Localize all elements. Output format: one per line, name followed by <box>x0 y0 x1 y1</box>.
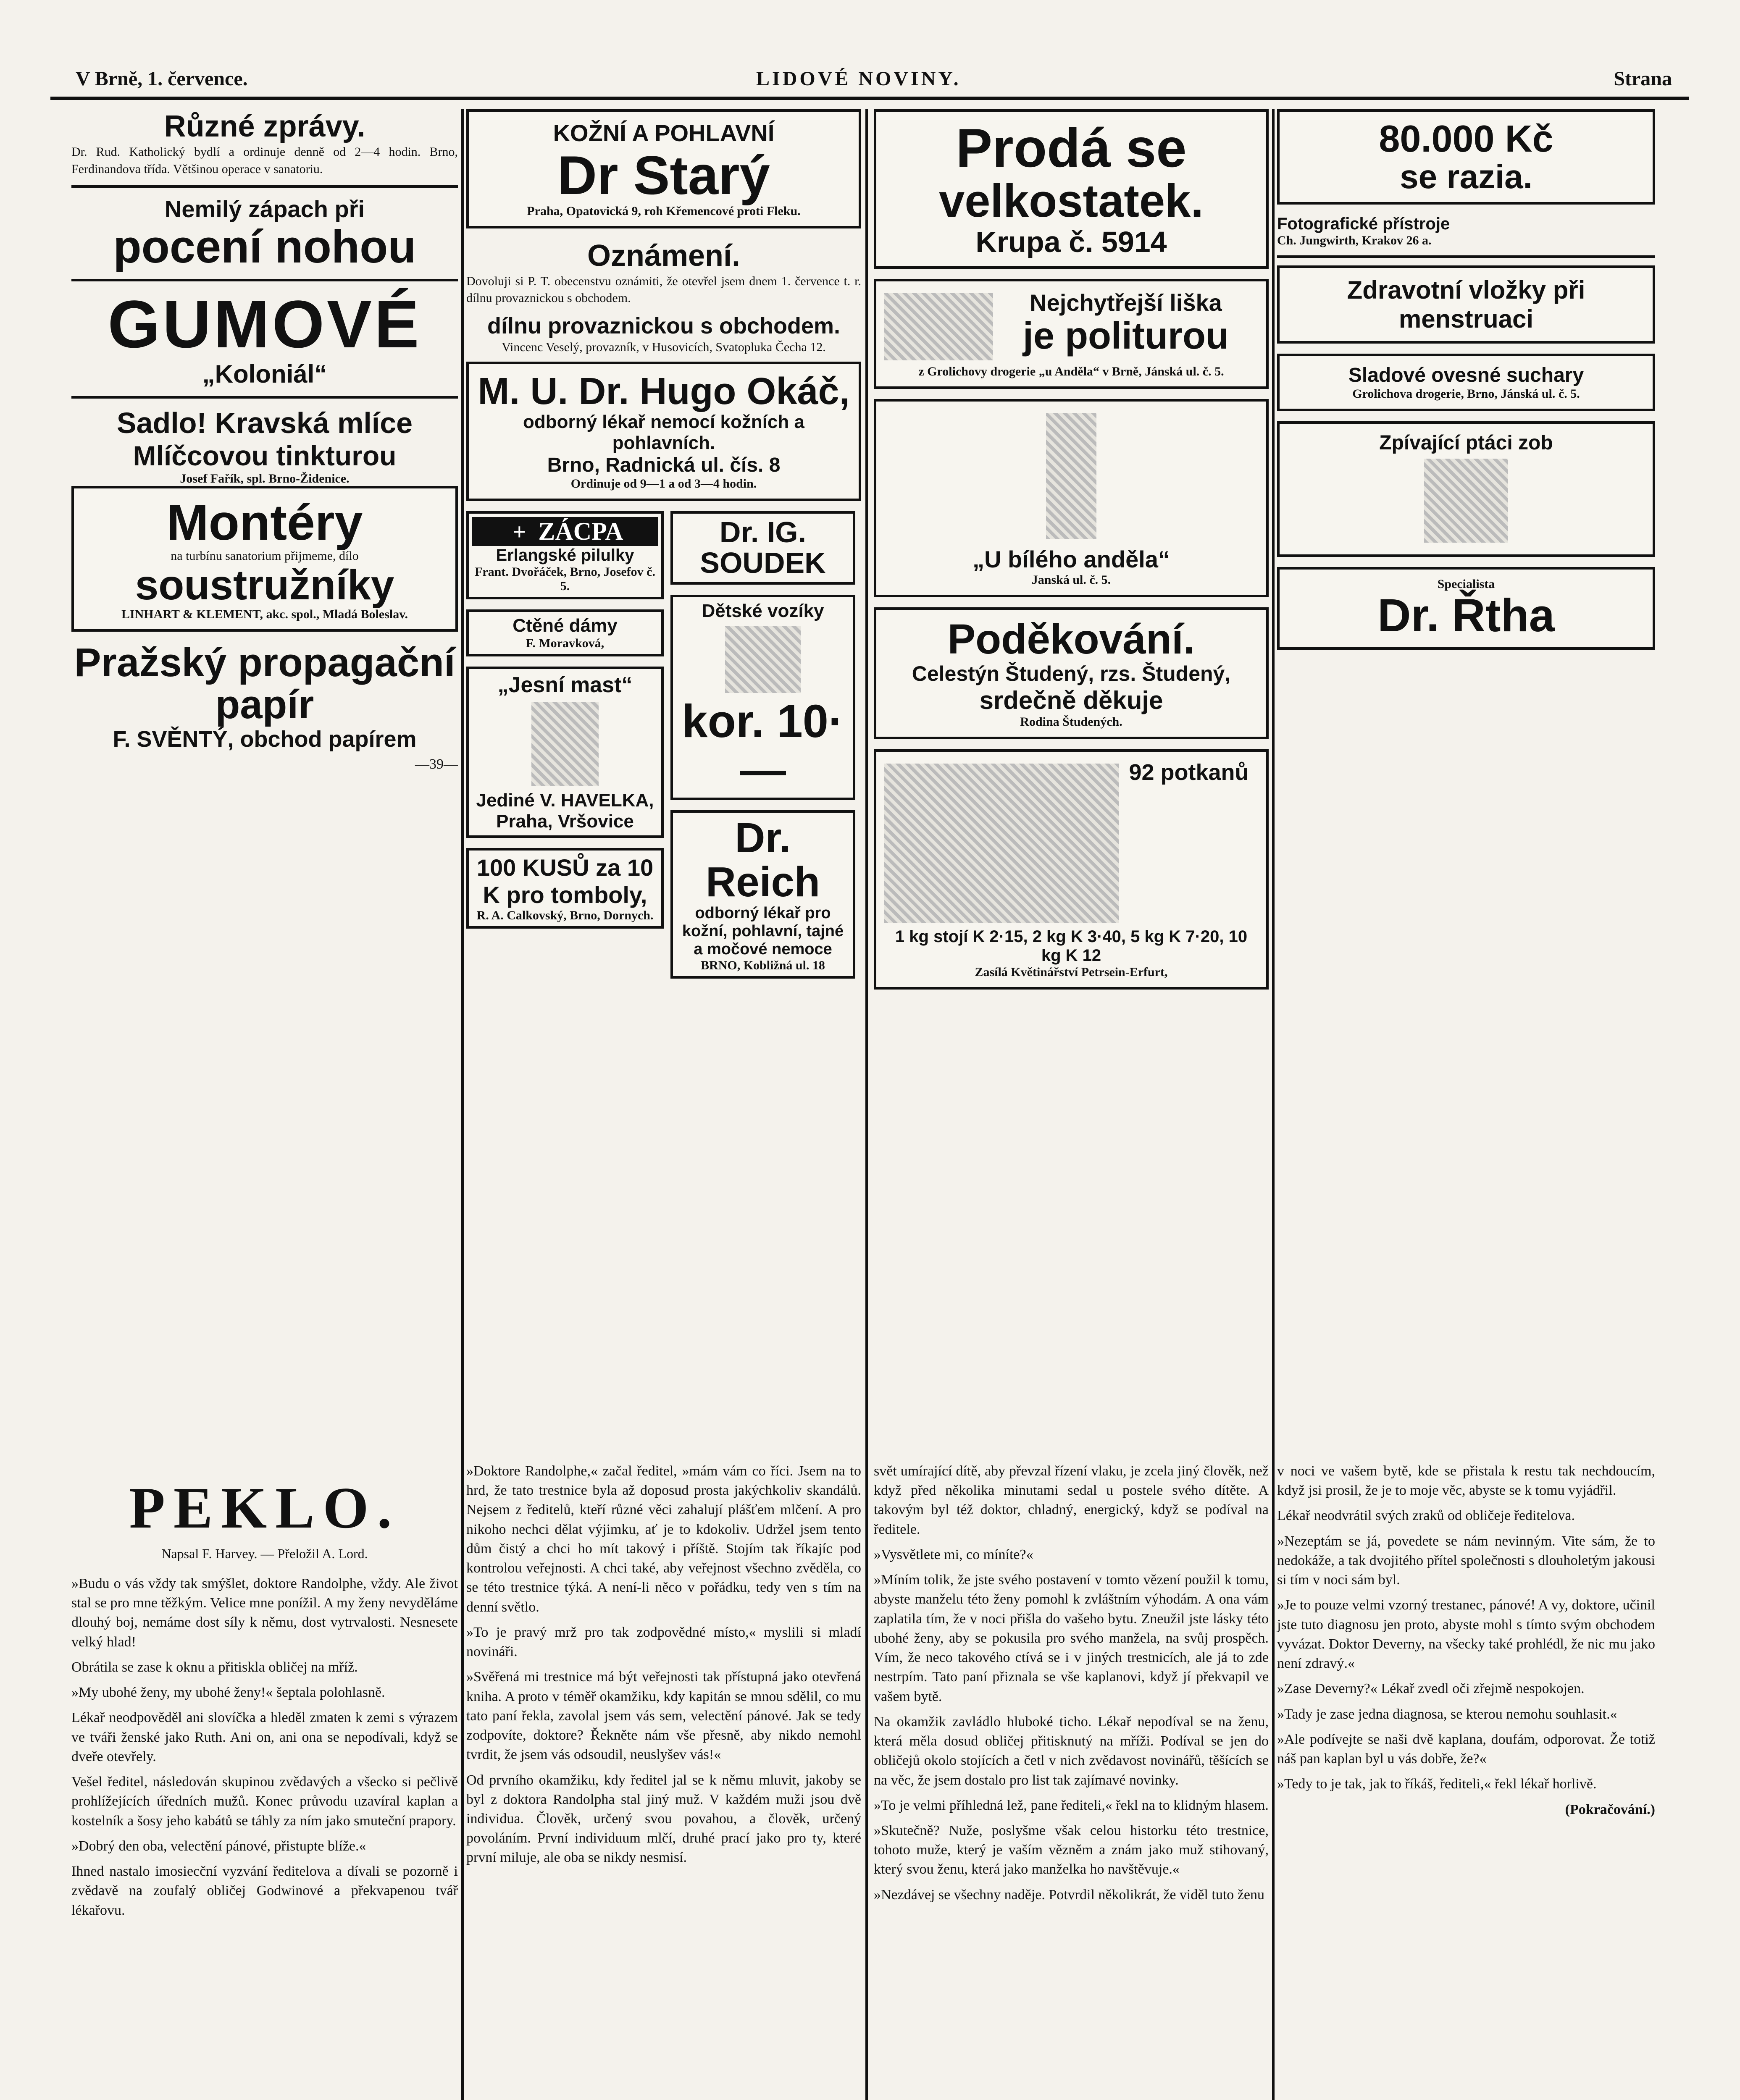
heading-big: Dr. Reich <box>705 814 820 906</box>
ad-tombola <box>466 848 664 929</box>
price: kor. 10·— <box>682 695 844 795</box>
ad-potkani <box>874 749 1269 990</box>
column-2 <box>466 109 861 989</box>
story-column-1 <box>71 1462 458 1926</box>
heading: Zpívající ptáci zob <box>1379 431 1553 454</box>
ad-firm: Zasílá Květinářství Petrsein-Erfurt, <box>975 965 1168 979</box>
heading: Mlíčcovou tinkturou <box>133 440 397 471</box>
ad-row <box>466 511 861 989</box>
story-paragraph: »Skutečně? Nuže, poslyšme však celou historku této trestnice, tohoto muže, který je vaším vězněm a znám jako muž stihovaný, který svou ženu, která jako manželka ho navštěvuje.« <box>874 1822 1269 1877</box>
heading: Ctěné dámy <box>513 615 618 636</box>
ad-firm: Jediné V. HAVELKA, Praha, Vršovice <box>476 790 654 832</box>
column-rule <box>1272 109 1275 2100</box>
subheading: „Koloniál“ <box>202 360 327 388</box>
story-paragraph: »Míním tolik, že jste svého postavení v tomto vězení použil k tomu, abyste manželu této ženy pomohl k zvláštním výhodám. A ona vám zaplatila tím, že v noci přišla do vašeho bytu. Zneužil jste lásky této ubohé ženy, aby se pokusila pro svého manžela, na svůj prospěch. Vím, že neco takového ctívá se i v jiných trestnicích, ale já to zde nestrpím. Tato paní přiznala se vše kaplanovi, když jí překvapil ve vašem bytě. <box>874 1572 1269 1704</box>
story-paragraph: Ihned nastalo imosiecční vyzvání ředitelova a dívali se pozorně i zvědavě na zoufalý obličej Godwinové a překvapenou tvář lékařovu. <box>71 1864 458 1918</box>
story-byline: Napsal F. Harvey. — Přeložil A. Lord. <box>161 1546 368 1561</box>
ad-firm: Frant. Dvořáček, Brno, Josefov č. 5. <box>475 564 655 593</box>
bird-illustration <box>1424 459 1508 543</box>
ad-firm: R. A. Calkovský, Brno, Dornych. <box>476 908 654 922</box>
ad-podekovani <box>874 607 1269 739</box>
subheading: Erlangské pilulky <box>496 546 634 564</box>
story-column-2 <box>466 1462 861 1874</box>
heading: 100 KUSŮ za 10 K pro tomboly, <box>476 854 654 908</box>
heading: KOŽNÍ A POHLAVNÍ <box>553 120 775 146</box>
story-paragraph: Vešel ředitel, následován skupinou zvědavých a všecko si pečlivě prohlížejících úředních mužů. Konec průvodu uzavíral kaplan a kostelník a šosy jeho kabátů se táhly za ním jako smuteční prapory. <box>71 1774 458 1829</box>
ad-vozik <box>670 595 855 800</box>
ad-reich <box>670 810 855 979</box>
ad-damy <box>466 609 664 656</box>
heading-big: Pražský propagační papír <box>74 640 455 727</box>
story-paragraph: Obrátila se zase k oknu a přitiskla obličej na mříž. <box>71 1659 358 1675</box>
page-label: Strana <box>1614 68 1672 90</box>
subheading: odborný lékař nemocí kožních a pohlavních. <box>523 411 804 453</box>
column-rule <box>865 109 868 2100</box>
story-paragraph: »Budu o vás vždy tak smýšlet, doktore Randolphe, vždy. Ale život stal se pro mne těžkým. Velice mne ponížil. A my ženy nevyděláme dlouhý boj, nemáme dost síly k němu, dost vytrvalosti. Nesnesete velký hlad! <box>71 1576 458 1650</box>
ad-firm: F. SVĚNTÝ, obchod papírem <box>113 727 417 752</box>
ad-ptaci <box>1277 421 1655 557</box>
ad-firm: F. Moravková, <box>526 636 605 650</box>
story-paragraph: »Doktore Randolphe,« začal ředitel, »mám vám co říci. Jsem na to hrd, že tato trestnice byla až doposud prosta jakýchkoliv skandálů. Nejsem z ředitelů, kteří různé věci zahalují plášťem mlčení. A pro nikoho nechci dělat výjimku, ať je to kdokoliv. Udržel jsem tento dům čistý a chci ho mít takový i příště. Stojím tak říkajíc pod kontrolou veřejnosti. A chci také, aby veřejnost všechno zvěděla, co se této trestnice týká. A není-li něco v pořádku, tedy ven s tím na denní světlo. <box>466 1463 861 1615</box>
ad-subcolumn <box>466 511 664 989</box>
heading: Dětské vozíky <box>702 600 824 621</box>
ad-mast <box>466 667 664 838</box>
heading-big: velkostatek. <box>939 175 1204 227</box>
ad-hours: Ordinuje od 9—1 a od 3—4 hodin. <box>570 476 757 491</box>
heading: Sladové ovesné suchary <box>1348 364 1584 386</box>
subheading: srdečně děkuje <box>979 686 1163 714</box>
heading: Různé zprávy. <box>164 110 365 143</box>
divider <box>71 185 458 188</box>
heading: 92 potkanů <box>1129 760 1249 785</box>
story-paragraph: Lékař neodpověděl ani slovíčka a hleděl zmaten k zemi s výrazem ve tváři ženské jako Ruth. Ani on, ani ona se nepodívali, když se dveře otevřely. <box>71 1710 458 1764</box>
story-continued: (Pokračování.) <box>1565 1801 1655 1817</box>
heading: „Jesní mast“ <box>497 672 633 697</box>
heading: Nemilý zápach při <box>164 196 365 222</box>
heading-big: Dr. IG. SOUDEK <box>700 515 826 579</box>
subheading: Krupa č. 5914 <box>975 226 1167 258</box>
story-paragraph: »My ubohé ženy, my ubohé ženy!« šeptala polohlasně. <box>71 1685 385 1701</box>
heading-big: pocení nohou <box>113 221 416 273</box>
heading: Nejchytřejší liška <box>1030 289 1222 316</box>
bottle-illustration <box>1046 413 1096 539</box>
heading-big: Montéry <box>166 494 363 551</box>
heading-big: je politurou <box>1023 315 1229 357</box>
column-rule <box>461 109 464 2100</box>
ad-nohou <box>71 195 458 271</box>
divider <box>71 279 458 281</box>
heading-big: Poděkování. <box>947 616 1195 663</box>
ad-oznameni <box>466 239 861 356</box>
ad-zacpa <box>466 511 664 599</box>
ad-firm: Vincenc Veselý, provazník, v Husovicích, Svatopluka Čecha 12. <box>502 340 826 354</box>
ad-vlozky <box>1277 265 1655 344</box>
ad-papir <box>71 642 458 753</box>
story-title: PEKLO. <box>129 1475 400 1541</box>
ad-signature: Rodina Študených. <box>1020 715 1122 729</box>
cross-icon: + <box>507 520 532 545</box>
story-paragraph: Na okamžik zavládlo hluboké ticho. Lékař nepodíval se na ženu, která měla dosud obličej přitisknutý na mříži. Podíval se jen do obličejů okolo stojících a četl v nich zvědavost novinářů, těšících se na věc, že jsem dostalo pro list tak zajímavé novinky. <box>874 1714 1269 1788</box>
newspaper-title: LIDOVÉ NOVINY. <box>756 68 961 90</box>
column-4 <box>1277 109 1655 660</box>
ad-text: na turbínu sanatorium přijmeme, dílo <box>171 549 359 563</box>
ad-razia <box>1277 109 1655 205</box>
fox-illustration <box>884 293 993 360</box>
heading-big: Dr. Řtha <box>1377 589 1555 641</box>
portrait-illustration <box>531 702 599 786</box>
ad-sadlo <box>71 406 458 486</box>
story-column-3 <box>874 1462 1269 1911</box>
heading <box>472 517 658 546</box>
ad-okac <box>466 362 861 501</box>
ad-gumove <box>71 286 458 388</box>
ad-stary <box>466 109 861 228</box>
ad-andel <box>874 399 1269 597</box>
story-paragraph: Lékař neodvrátil svých zraků od obličeje ředitelova. <box>1277 1508 1575 1524</box>
heading-big: Dr Starý <box>557 144 770 206</box>
heading-big: GUMOVÉ <box>108 286 422 362</box>
story-paragraph: »To je velmi příhledná lež, pane řediteli,« řekl na to klidným hlasem. <box>874 1797 1269 1813</box>
story-paragraph: »To je pravý mrž pro tak zodpovědné místo,« myslili si mladí novináři. <box>466 1624 861 1660</box>
header-date: V Brně, 1. července. <box>76 68 248 90</box>
divider <box>1277 255 1655 258</box>
ad-text: Dovoluji si P. T. obecenstvu oznámiti, že otevřel jsem dnem 1. července t. r. dílnu provaznickou s obchodem. <box>466 274 861 305</box>
subheading: Specialista <box>1437 577 1495 591</box>
subheading: dílnu provaznickou s obchodem. <box>487 313 841 339</box>
rat-illustration <box>884 764 1119 923</box>
ad-firm: Josef Fařík, spl. Brno-Židenice. <box>180 471 350 486</box>
story-column-4 <box>1277 1462 1655 1825</box>
column-1 <box>71 109 458 772</box>
heading: Sadlo! Kravská mlíce <box>116 406 413 439</box>
ad-address: Janská ul. č. 5. <box>1031 573 1111 587</box>
heading-big: Prodá se <box>956 117 1187 178</box>
ad-address: Brno, Radnická ul. čís. 8 <box>547 454 781 476</box>
story-paragraph: Od prvního okamžiku, kdy ředitel jal se k němu mluvit, jakoby se byl z doktora Randolpha stal jiný muž. V každém muži jsou dvě individua. Člověk, určený svou povahou, a člověk, určený povoláním. První individuum mlčí, druhé prací jako pro ty, které první miluje, ale oba se nikdy nesmisí. <box>466 1772 861 1866</box>
ad-liska <box>874 279 1269 389</box>
ad-text: Dr. Rud. Katholický bydlí a ordinuje denně od 2—4 hodin. Brno, Ferdinandova třída. Většinou operace v sanatoriu. <box>71 145 458 176</box>
heading-big: se razia. <box>1400 158 1532 195</box>
ad-velkostatek <box>874 109 1269 269</box>
story-paragraph: »Je to pouze velmi vzorný trestanec, pánové! A vy, doktore, učinil jste tuto diagnosu jen proto, abyste mohl s tímto svým obchodem vyvázat. Doktor Deverny, na všecky také prohlédl, že nic mu jako není zdravý.« <box>1277 1597 1655 1672</box>
heading-big: soustružníky <box>135 561 394 609</box>
ad-firm: z Grolichovy drogerie „u Anděla“ v Brně, Jánská ul. č. 5. <box>918 365 1224 378</box>
pram-illustration <box>725 626 801 693</box>
price-list: 1 kg stojí K 2·15, 2 kg K 3·40, 5 kg K 7·20, 10 kg K 12 <box>895 927 1248 965</box>
story-paragraph: svět umírající dítě, aby převzal řízení vlaku, je zcela jiný člověk, než když před několika minutami sedal u postele svého dítěte. A takovým byl též doktor, chladný, energický, když se podíval na ředitele. <box>874 1463 1269 1537</box>
zacpa-label: ZÁCPA <box>538 517 623 545</box>
ad-ruzne <box>71 109 458 178</box>
page-number: —39— <box>415 756 458 772</box>
heading-big: M. U. Dr. Hugo Okáč, <box>478 370 850 412</box>
ad-soudek <box>670 511 855 585</box>
story-paragraph: »Ale podívejte se naši dvě kaplana, doufám, odporovat. Že totiž náš pan kaplan byl u vás dobře, že?« <box>1277 1731 1655 1767</box>
story-paragraph: »Tedy to je tak, jak to říkáš, řediteli,« řekl lékař horlivě. <box>1277 1776 1597 1792</box>
subheading: odborný lékař pro kožní, pohlavní, tajné a močové nemoce <box>682 904 844 958</box>
heading-big: 80.000 Kč <box>1379 118 1553 160</box>
story-paragraph: »Nezeptám se já, povedete se nám nevinným. Vite sám, že to nedokáže, a tak dvojitého přítel společnosti s dlouholetým jakousi si tím v noci sám byl. <box>1277 1533 1655 1588</box>
heading: Fotografické přístroje <box>1277 214 1450 233</box>
ad-subcolumn <box>670 511 855 989</box>
subheading: Celestýn Študený, rzs. Študený, <box>912 662 1231 685</box>
story-paragraph: »Tady je zase jedna diagnosa, se kterou nemohu souhlasit.« <box>1277 1706 1617 1722</box>
ad-rtha <box>1277 567 1655 650</box>
heading: Oznámení. <box>587 239 741 273</box>
story-paragraph: »Dobrý den oba, velectění pánové, přistupte blíže.« <box>71 1838 366 1854</box>
story-paragraph: v noci ve vašem bytě, kde se přistala k restu tak nechdoucím, když jsi prosil, že je to moje věc, abyste se k tomu vyjádřil. <box>1277 1463 1655 1499</box>
ad-firm: Grolichova drogerie, Brno, Jánská ul. č. 5. <box>1352 386 1580 401</box>
ad-firm: Ch. Jungwirth, Krakov 26 a. <box>1277 233 1432 247</box>
page-header <box>50 63 1689 100</box>
story-paragraph: »Vysvětlete mi, co míníte?« <box>874 1546 1033 1562</box>
ad-firm: LINHART & KLEMENT, akc. spol., Mladá Boleslav. <box>121 607 408 621</box>
story-paragraph: »Zase Deverny?« Lékař zvedl oči zřejmě nespokojen. <box>1277 1681 1585 1697</box>
divider <box>71 396 458 399</box>
heading: „U bílého anděla“ <box>973 546 1170 572</box>
ad-suchary <box>1277 354 1655 411</box>
story-paragraph: »Nezdávej se všechny naděje. Potvrdil několikrát, že viděl tuto ženu <box>874 1887 1264 1903</box>
ad-address: Praha, Opatovická 9, roh Křemencové proti Fleku. <box>527 204 801 218</box>
ad-montery <box>71 486 458 632</box>
heading: Zdravotní vložky při menstruaci <box>1347 276 1585 333</box>
story-paragraph: »Svěřená mi trestnice má být veřejnosti tak přístupná jako otevřená kniha. A proto v téměř okamžiku, kdy kapitán se mnou sdělil, co mu tato paní řekla, zavolal jsem vás sem, velectění pánové. Jak se tedy zodpovíte, doktore? Řekněte nám vše přesně, aby nikdo nemohl tvrdit, že jsem vás odsoudil, neuslyšev vás!« <box>466 1669 861 1763</box>
ad-foto <box>1277 215 1655 248</box>
column-3 <box>874 109 1269 1000</box>
ad-address: BRNO, Kobližná ul. 18 <box>701 958 825 972</box>
